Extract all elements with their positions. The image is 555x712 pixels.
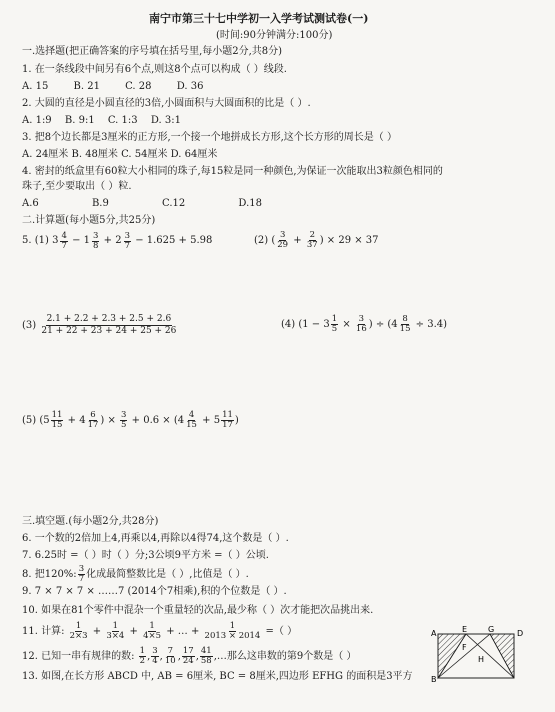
denominator: 15 <box>51 420 63 430</box>
fraction <box>40 314 177 337</box>
denominator: 21 + 22 + 23 + 24 + 25 + 26 <box>41 326 177 336</box>
question-11 <box>22 621 297 643</box>
denominator: 17 <box>222 420 233 430</box>
operator: + <box>129 626 138 637</box>
denominator: 7 <box>78 574 85 584</box>
operator: − <box>72 235 81 246</box>
numerator: 1 <box>229 621 236 631</box>
mixed-number <box>115 230 132 252</box>
mixed-number <box>52 230 69 252</box>
numerator: 17 <box>182 646 194 656</box>
expression-part: + 5 <box>202 415 221 426</box>
question-1-options <box>22 80 203 94</box>
numerator: 3 <box>279 230 286 240</box>
expression-part: ) × <box>100 415 116 426</box>
vertex-label-e: E <box>462 626 468 634</box>
question-4-line-2: 珠子,至少要取出（ ）粒. <box>22 181 132 192</box>
denominator: 24 <box>182 656 194 666</box>
question-12: 12. 已知一串有规律的数: $\frac{1}{2}$ , $\frac{3}{4}$ , $\frac{7}{10}$ , $\frac{17}{24}$ , $\frac{41}{58}$ ,…那么这串数的第9个数是（ ） <box>22 646 357 666</box>
question-1: 1. 在一条线段中间另有6个点,则这8个点可以构成（ ）线段. <box>22 64 287 75</box>
fraction <box>204 622 262 641</box>
fraction <box>78 565 85 584</box>
fraction <box>331 315 338 334</box>
question-4-options <box>22 197 262 211</box>
fraction <box>200 647 213 666</box>
numerator: 2 <box>309 230 315 240</box>
vertex-label-d: D <box>517 629 524 638</box>
fraction <box>276 231 289 250</box>
denominator: 3×4 <box>106 631 125 641</box>
numerator: 7 <box>167 646 173 656</box>
question-3-options: A. 24厘米 B. 48厘米 C. 54厘米 D. 64厘米 <box>22 149 218 160</box>
denominator: 58 <box>200 656 212 666</box>
numerator: 41 <box>200 646 212 656</box>
whole: 1 <box>83 235 91 246</box>
option: B. 9:1 <box>64 115 95 126</box>
rectangle-figure <box>428 626 528 682</box>
section-1-heading: 一.选择题(把正确答案的序号填在括号里,每小题2分,共8分) <box>22 46 283 57</box>
denominator: 7 <box>124 240 130 251</box>
whole: 2 <box>115 235 122 246</box>
page-title: 南宁市第三十七中学初一入学考试测试卷(一) <box>149 12 369 25</box>
option: D.18 <box>238 198 262 209</box>
denominator: 15 <box>399 324 411 334</box>
numerator: 3 <box>78 564 85 574</box>
fraction <box>355 315 368 334</box>
fraction <box>142 622 162 641</box>
mixed-number <box>84 230 101 252</box>
denominator: 7 <box>61 240 67 251</box>
expression-tail: ) <box>234 415 239 426</box>
numerator: 2.1 + 2.2 + 2.3 + 2.5 + 2.6 <box>46 314 172 324</box>
question-6: 6. 一个数的2倍加上4,再乘以4,再除以4得74,这个数是（ ）. <box>22 533 289 544</box>
numerator: 6 <box>90 410 96 420</box>
denominator: 29 <box>277 240 289 250</box>
question-3: 3. 把8个边长都是3厘米的正方形,一个接一个地拼成长方形,这个长方形的周长是（ ） <box>22 132 397 143</box>
numerator: 4 <box>188 410 195 420</box>
fraction <box>92 232 99 251</box>
point-label-f: F <box>462 643 467 652</box>
option: A.6 <box>22 198 39 209</box>
vertex-label-a: A <box>431 629 437 638</box>
expression-5-4 <box>281 314 447 336</box>
numerator: 1 <box>75 621 82 631</box>
fraction <box>399 315 412 334</box>
fraction <box>87 411 100 430</box>
paren: ( <box>271 235 276 246</box>
numerator: 11 <box>51 410 63 420</box>
numerator: 3 <box>93 230 99 241</box>
fraction <box>306 231 319 250</box>
expression-part: + 4 <box>67 415 86 426</box>
question-12-start: 12. 已知一串有规律的数: <box>22 651 135 662</box>
numerator: 4 <box>61 230 67 241</box>
denominator: 2×3 <box>69 631 88 641</box>
question-4-line-1: 4. 密封的纸盒里有60粒大小相同的珠子,每15粒是同一种颜色,为保证一次能取出3粒颜色相同的 <box>22 166 443 177</box>
fraction <box>69 622 89 641</box>
option: C. 28 <box>125 81 152 92</box>
denominator: 2013 × 2014 <box>204 631 261 641</box>
expression-5-2 <box>254 230 379 252</box>
expression-tail: − 1.625 + 5.98 <box>135 235 213 246</box>
numerator: 3 <box>121 410 127 420</box>
numerator: 1 <box>139 646 146 656</box>
question-7: 7. 6.25时 =（ ）时（ ）分;3公顷9平方米 =（ ）公顷. <box>22 550 269 561</box>
point-label-h: H <box>478 655 485 664</box>
denominator: 5 <box>331 324 338 334</box>
numerator: 1 <box>331 314 338 324</box>
question-12-end: ,…那么这串数的第9个数是（ ） <box>213 651 357 662</box>
question-8-start: 8. 把120%: <box>22 569 77 580</box>
question-8 <box>22 565 249 585</box>
option: D. 3:1 <box>150 115 181 126</box>
operator: × <box>342 319 351 330</box>
fraction <box>124 232 131 251</box>
fraction <box>105 622 125 641</box>
question-2: 2. 大圆的直径是小圆直径的3倍,小圆面积与大圆面积的比是（ ）. <box>22 98 311 109</box>
section-3-heading: 三.填空题.(每小题2分,共28分) <box>22 516 159 527</box>
operator: + <box>92 626 102 637</box>
option: D. 36 <box>176 81 204 92</box>
denominator: 4×5 <box>143 631 162 641</box>
option: A. 1:9 <box>22 115 52 126</box>
option: C.12 <box>162 198 186 209</box>
fraction <box>151 647 158 666</box>
fraction <box>182 647 195 666</box>
expression-middle: ) ÷ (4 <box>368 319 398 330</box>
expression-5-3 <box>22 314 178 337</box>
operator: + <box>293 235 302 246</box>
numerator: 3 <box>124 230 130 241</box>
vertex-label-b: B <box>431 675 437 682</box>
operator: + <box>103 235 113 246</box>
denominator: 16 <box>355 324 367 334</box>
expression-head: (5 <box>39 415 50 426</box>
vertex-label-g: G <box>488 626 495 634</box>
numerator: 1 <box>112 621 119 631</box>
question-8-end: 化成最简整数比是（ ）,比值是（ ）. <box>86 569 249 580</box>
numerator: 8 <box>402 314 408 324</box>
option: A. 15 <box>22 81 49 92</box>
question-11-end: =（ ） <box>265 626 298 637</box>
expression-tail: ) × 29 × 37 <box>319 235 379 246</box>
item-label: 5. (1) <box>22 235 49 246</box>
expression-part: + 0.6 × (4 <box>131 415 185 426</box>
option: C. 1:3 <box>107 115 138 126</box>
question-9: 9. 7 × 7 × 7 × ……7 (2014个7相乘),积的个位数是（ ）. <box>22 586 287 597</box>
denominator: 2 <box>139 656 146 666</box>
item-label: (3) <box>22 320 37 331</box>
numerator: 1 <box>149 621 155 631</box>
operator: + … + <box>166 626 200 637</box>
fraction <box>139 647 146 666</box>
fraction <box>60 232 67 251</box>
question-10: 10. 如果在81个零件中混杂一个重量轻的次品,最少称（ ）次才能把次品挑出来. <box>22 605 374 616</box>
exam-info: (时间:90分钟满分:100分) <box>216 30 333 41</box>
denominator: 8 <box>93 240 99 251</box>
fraction <box>51 411 64 430</box>
item-label: (5) <box>22 415 37 426</box>
fraction <box>120 411 127 430</box>
question-11-start: 11. 计算: <box>22 626 65 637</box>
option: B.9 <box>91 198 109 209</box>
expression-head: (1 − 3 <box>298 319 330 330</box>
fraction <box>185 411 198 430</box>
denominator: 5 <box>121 420 127 430</box>
whole: 3 <box>52 235 59 246</box>
denominator: 37 <box>306 240 318 250</box>
denominator: 17 <box>87 420 99 430</box>
numerator: 3 <box>152 646 158 656</box>
fraction <box>164 647 177 666</box>
item-label: (2) <box>254 235 269 246</box>
numerator: 11 <box>222 410 233 420</box>
item-label: (4) <box>281 319 296 330</box>
expression-tail: ÷ 3.4) <box>415 319 448 330</box>
denominator: 4 <box>152 656 158 666</box>
question-13: 13. 如图,在长方形 ABCD 中, AB = 6厘米, BC = 8厘米,四边形 EFHG 的面积是3平方 <box>22 671 413 682</box>
numerator: 3 <box>358 314 365 324</box>
section-2-heading: 二.计算题(每小题5分,共25分) <box>22 215 156 226</box>
expression-5-5 <box>22 410 239 432</box>
expression-5-1 <box>22 230 212 252</box>
question-2-options <box>22 114 181 128</box>
denominator: 15 <box>186 420 197 430</box>
fraction <box>221 411 234 430</box>
option: B. 21 <box>73 81 100 92</box>
denominator: 10 <box>164 656 176 666</box>
